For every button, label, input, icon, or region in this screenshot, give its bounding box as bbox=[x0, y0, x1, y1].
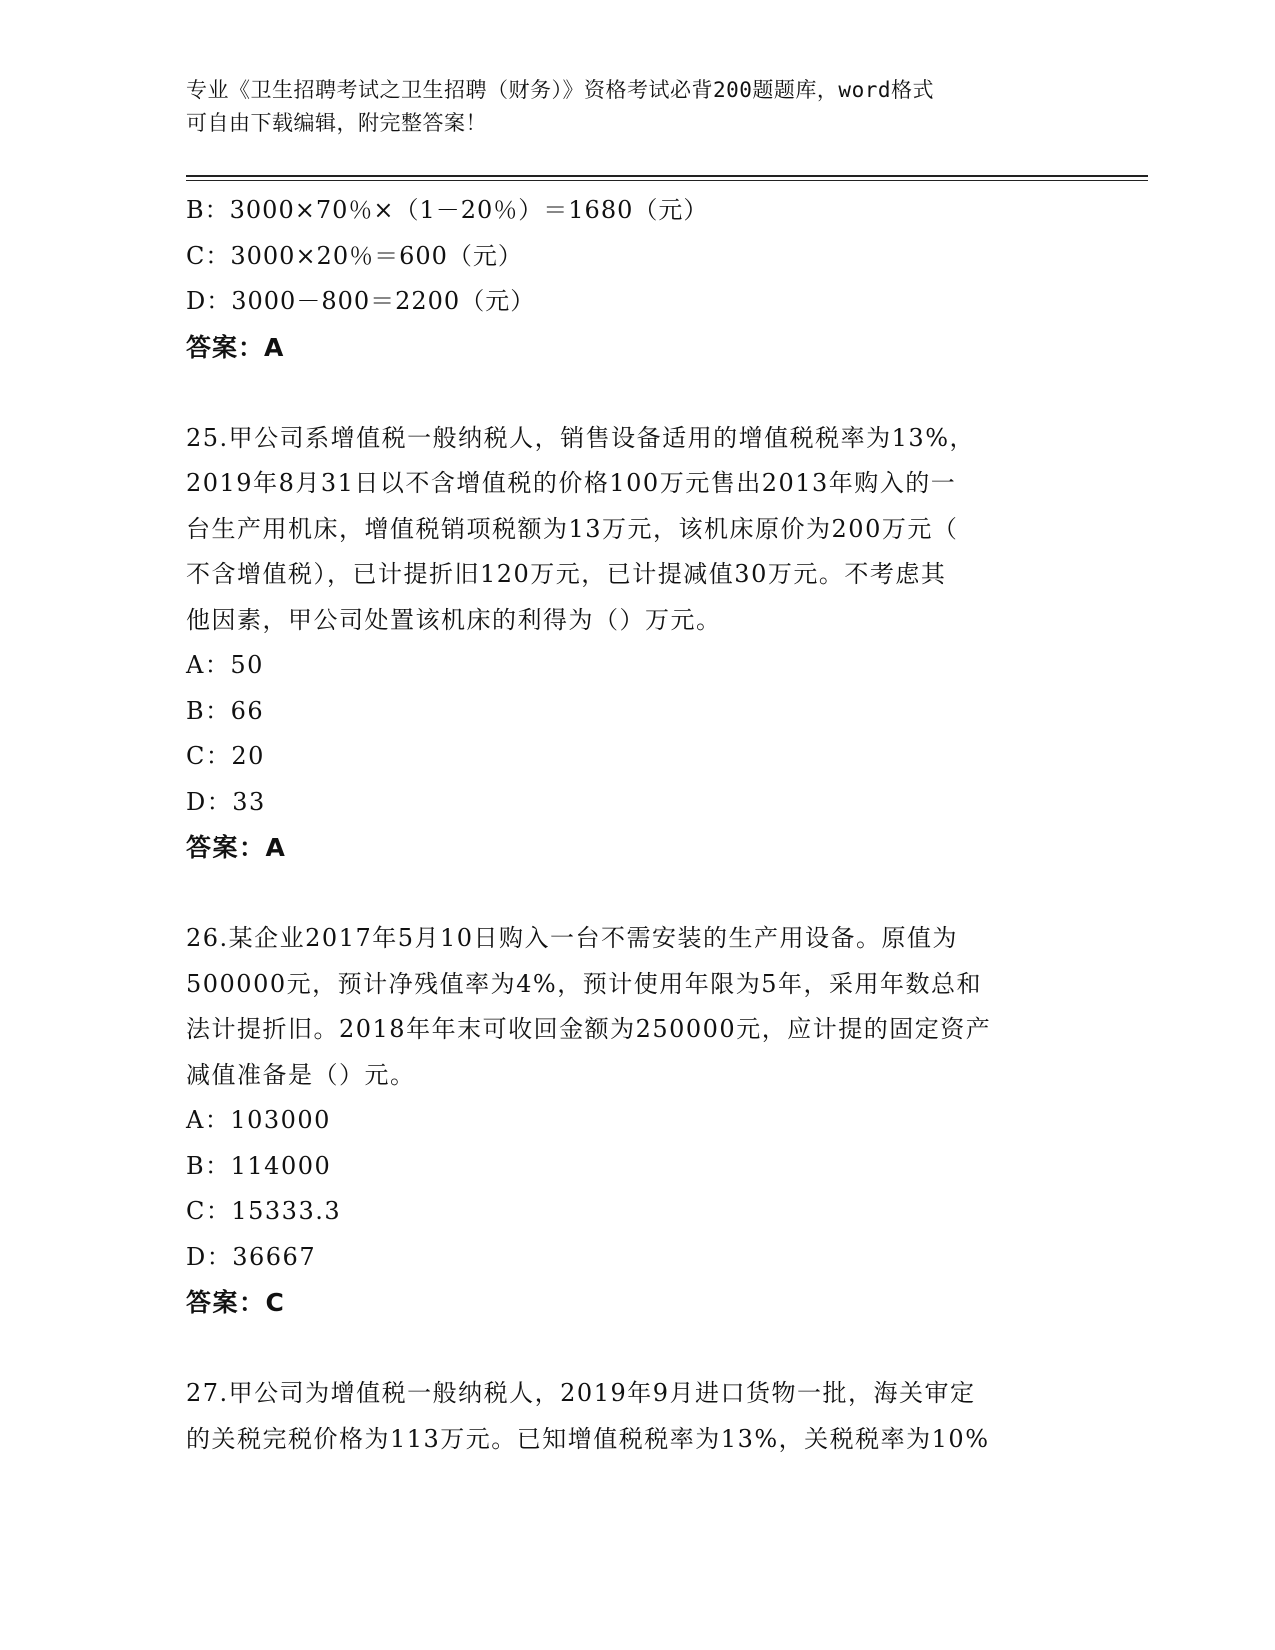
document-header bbox=[186, 74, 1066, 140]
option-b: B：3000×70％×（1－20％）＝1680（元） bbox=[186, 196, 709, 224]
question-text-line: 25.甲公司系增值税一般纳税人，销售设备适用的增值税税率为13%， bbox=[186, 423, 976, 452]
question-25 bbox=[186, 416, 1086, 871]
question-26 bbox=[186, 916, 1086, 1326]
question-text-line: 法计提折旧。2018年年末可收回金额为250000元，应计提的固定资产 bbox=[186, 1015, 992, 1043]
question-text-line: 不含增值税），已计提折旧120万元，已计提减值30万元。不考虑其 bbox=[186, 560, 947, 588]
spacer bbox=[186, 370, 1086, 416]
option-c: C：3000×20％＝600（元） bbox=[186, 241, 523, 270]
question-text-line: 27.甲公司为增值税一般纳税人，2019年9月进口货物一批，海关审定 bbox=[186, 1379, 976, 1407]
option-d: D：33 bbox=[186, 787, 266, 816]
option-a: A：103000 bbox=[186, 1106, 331, 1134]
previous-question-tail bbox=[186, 188, 1086, 370]
header-title-line-2: 可自由下载编辑，附完整答案！ bbox=[186, 111, 487, 135]
question-text-line: 台生产用机床，增值税销项税额为13万元，该机床原价为200万元（ bbox=[186, 514, 959, 543]
option-a: A：50 bbox=[186, 651, 264, 679]
answer-line: 答案：A bbox=[186, 833, 287, 862]
option-c: C：15333.3 bbox=[186, 1197, 342, 1225]
answer-line: 答案：A bbox=[186, 332, 285, 362]
spacer bbox=[186, 1326, 1086, 1372]
question-text-line: 2019年8月31日以不含增值税的价格100万元售出2013年购入的一 bbox=[186, 469, 957, 497]
question-27 bbox=[186, 1371, 1086, 1462]
header-divider-thin bbox=[186, 180, 1148, 181]
question-text-line: 他因素，甲公司处置该机床的利得为（）万元。 bbox=[186, 605, 722, 634]
option-c: C：20 bbox=[186, 742, 265, 770]
header-divider-thick bbox=[186, 175, 1148, 177]
question-text-line: 26.某企业2017年5月10日购入一台不需安装的生产用设备。原值为 bbox=[186, 924, 959, 952]
option-d: D：36667 bbox=[186, 1242, 317, 1271]
question-text-line: 减值准备是（）元。 bbox=[186, 1060, 416, 1089]
header-title-line-1: 专业《卫生招聘考试之卫生招聘（财务）》资格考试必背200题题库，word格式 bbox=[186, 78, 934, 102]
option-b: B：66 bbox=[186, 696, 265, 725]
option-d: D：3000－800＝2200（元） bbox=[186, 287, 536, 315]
question-text-line: 500000元，预计净残值率为4%，预计使用年限为5年，采用年数总和 bbox=[186, 969, 982, 998]
option-b: B：114000 bbox=[186, 1151, 332, 1180]
answer-line: 答案：C bbox=[186, 1288, 286, 1317]
question-text-line: 的关税完税价格为113万元。已知增值税税率为13%，关税税率为10% bbox=[186, 1424, 990, 1453]
document-body bbox=[186, 188, 1086, 1462]
spacer bbox=[186, 871, 1086, 917]
